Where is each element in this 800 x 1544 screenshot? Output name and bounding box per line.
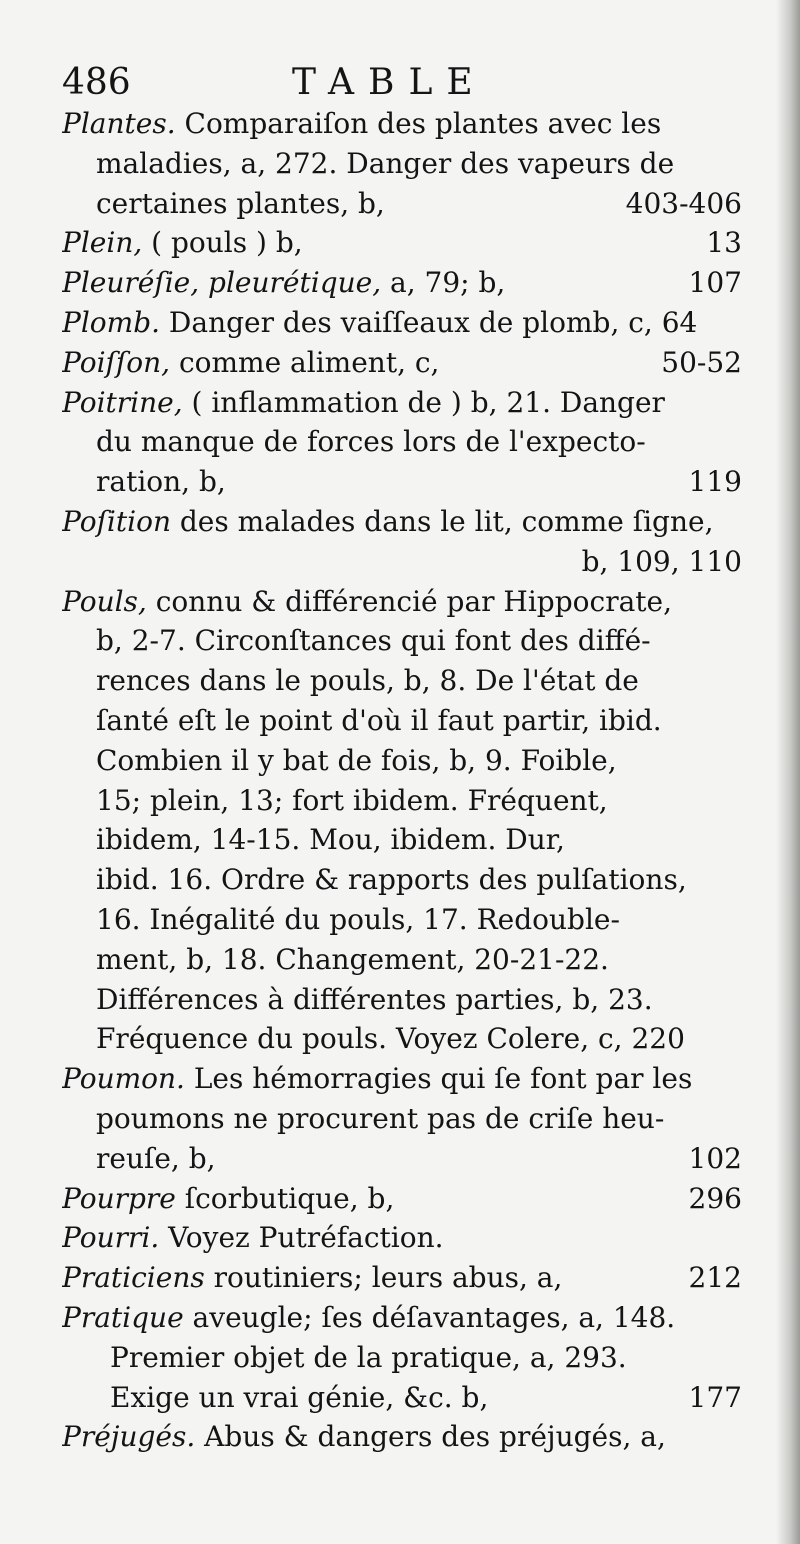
index-line (62, 582, 742, 622)
index-line (62, 1298, 742, 1338)
entry-text (96, 1019, 685, 1059)
entry-text (96, 1139, 216, 1179)
entry-term: Poſition (62, 504, 171, 538)
entry-text (62, 223, 303, 263)
page-reference: 296 (688, 1181, 742, 1215)
entry-body: Comparaiſon des plantes avec les (175, 107, 662, 140)
index-line (62, 422, 742, 462)
index-line (62, 383, 742, 423)
entry-text (62, 343, 439, 383)
entry-term: Plein, (62, 226, 143, 260)
entry-body: ſanté eſt le point d'où il faut partir, ibid. (96, 703, 662, 737)
page-edge-shadow (776, 0, 800, 1544)
entry-term: Poitrine, (62, 385, 183, 419)
entry-body: 16. Inégalité du pouls, 17. Redouble- (96, 902, 620, 936)
entry-term: Préjugés. (62, 1420, 196, 1454)
page-reference: 403-406 (625, 186, 742, 220)
index-line (62, 980, 742, 1020)
index-line (62, 462, 742, 502)
index-line (62, 621, 742, 661)
entry-body: ( pouls ) b, (142, 226, 303, 260)
entry-body: ſcorbutique, b, (175, 1181, 395, 1215)
entry-text (62, 1417, 666, 1457)
entry-term: Praticiens (62, 1261, 205, 1295)
entry-text (62, 582, 672, 622)
entry-body: poumons ne procurent pas de criſe heu- (96, 1101, 665, 1135)
index-line (62, 343, 742, 383)
entry-body: rences dans le pouls, b, 8. De l'état de (96, 664, 639, 698)
entry-body: Abus & dangers des préjugés, a, (195, 1420, 666, 1454)
page-reference: 102 (688, 1141, 742, 1175)
entry-body: Combien il y bat de fois, b, 9. Foible, (96, 743, 617, 777)
index-line (62, 303, 742, 343)
index-line (62, 900, 742, 940)
entry-body: comme aliment, c, (170, 345, 440, 379)
index-line (62, 184, 742, 224)
entry-text (62, 104, 661, 144)
entry-body: 15; plein, 13; fort ibidem. Fréquent, (96, 783, 608, 817)
entry-body: Les hémorragies qui ſe font par les (184, 1062, 693, 1096)
entry-text (62, 263, 505, 303)
index-line (62, 502, 742, 542)
index-line (62, 542, 742, 582)
index-entries (62, 104, 742, 1457)
entry-text (96, 462, 226, 502)
entry-body: ibid. 16. Ordre & rapports des pulſations, (96, 863, 687, 897)
entry-text (96, 661, 639, 701)
entry-text (96, 940, 609, 980)
index-line (62, 820, 742, 860)
entry-text (96, 900, 620, 940)
index-line (62, 860, 742, 900)
page-reference: 107 (688, 266, 742, 300)
entry-text (96, 980, 653, 1020)
entry-term: Poumon. (62, 1062, 185, 1096)
entry-body: routiniers; leurs abus, a, (204, 1261, 563, 1295)
entry-text (96, 184, 385, 224)
entry-text (62, 383, 665, 423)
entry-text (96, 820, 565, 860)
index-line (62, 1139, 742, 1179)
entry-term: Pleuréſie, pleurétique, (62, 266, 382, 300)
entry-term: Plomb. (62, 305, 161, 339)
entry-text (62, 1218, 444, 1258)
entry-text (62, 1258, 562, 1298)
index-line (62, 940, 742, 980)
page-reference: 212 (688, 1261, 742, 1295)
entry-term: Plantes. (62, 107, 176, 140)
entry-term: Pourpre (62, 1181, 176, 1215)
entry-body: b, 2-7. Circonſtances qui font des diffé- (96, 624, 651, 658)
page-number: 486 (62, 62, 131, 103)
entry-body: aveugle; ſes déſavantages, a, 148. (183, 1300, 676, 1334)
entry-text (62, 1298, 675, 1338)
index-line (62, 1019, 742, 1059)
entry-text (96, 781, 608, 821)
entry-body: Danger des vaiſſeaux de plomb, c, 64 (160, 305, 698, 339)
entry-body: du manque de forces lors de l'expecto- (96, 425, 646, 459)
index-line (62, 1338, 742, 1378)
entry-body: Voyez Putréfaction. (159, 1221, 444, 1255)
entry-term: Poiſſon, (62, 345, 171, 379)
index-line (62, 144, 742, 184)
entry-body: ment, b, 18. Changement, 20-21-22. (96, 942, 609, 976)
entry-text (96, 701, 662, 741)
index-line (62, 661, 742, 701)
index-line (62, 1059, 742, 1099)
entry-body: ration, b, (96, 465, 226, 499)
index-line (62, 1099, 742, 1139)
index-line (62, 104, 742, 144)
entry-text (96, 741, 617, 781)
entry-text (96, 621, 651, 661)
entry-body: ( inflammation de ) b, 21. Danger (182, 385, 665, 419)
entry-text (96, 144, 674, 184)
running-head: TABLE (292, 62, 487, 103)
entry-text (62, 1059, 692, 1099)
index-line (62, 1179, 742, 1219)
entry-body: Exige un vrai génie, &c. b, (110, 1380, 489, 1414)
entry-body: reuſe, b, (96, 1141, 216, 1175)
entry-term: Pouls, (62, 584, 147, 618)
page-reference: 177 (688, 1380, 742, 1414)
entry-body: ibidem, 14-15. Mou, ibidem. Dur, (96, 823, 565, 857)
entry-body: Différences à différentes parties, b, 23. (96, 982, 653, 1016)
page-reference: 50-52 (661, 345, 742, 379)
entry-body: des malades dans le lit, comme ſigne, (170, 504, 714, 538)
index-line (62, 223, 742, 263)
page-reference: b, 109, 110 (581, 544, 742, 578)
entry-term: Pourri. (62, 1221, 160, 1255)
entry-text (96, 422, 646, 462)
index-line (62, 741, 742, 781)
entry-text (62, 303, 697, 343)
entry-body: certaines plantes, b, (96, 186, 385, 220)
entry-text (96, 1099, 664, 1139)
index-line (62, 1417, 742, 1457)
entry-text (110, 1338, 627, 1378)
index-line (62, 1378, 742, 1418)
entry-text (110, 1378, 488, 1418)
entry-term: Pratique (62, 1300, 184, 1334)
page-reference: 119 (688, 465, 742, 499)
entry-body: connu & différencié par Hippocrate, (146, 584, 672, 618)
entry-body: maladies, a, 272. Danger des vapeurs de (96, 146, 675, 180)
entry-body: Premier objet de la pratique, a, 293. (110, 1340, 627, 1374)
index-line (62, 263, 742, 303)
entry-text (96, 860, 687, 900)
page-header (62, 58, 722, 108)
entry-body: Fréquence du pouls. Voyez Colere, c, 220 (96, 1022, 685, 1056)
entry-text (62, 502, 713, 542)
index-line (62, 701, 742, 741)
page-reference: 13 (706, 226, 742, 260)
entry-text (62, 1179, 394, 1219)
index-line (62, 1258, 742, 1298)
index-line (62, 1218, 742, 1258)
index-line (62, 781, 742, 821)
entry-body: a, 79; b, (381, 266, 506, 300)
